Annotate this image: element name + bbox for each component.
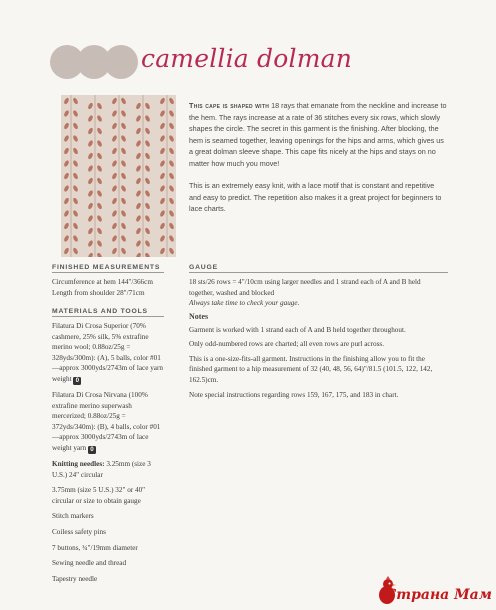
intro-lead: This cape is shaped with [189,101,270,110]
yarn-b: Filatura Di Crosa Nirvana (100% extrafine merino superwash mercerized; 0.88oz/25g = 372yds/340m): (B), 4 balls, color #01—approx 3000yds/2743m of lace weight yarn 0 [52,390,161,453]
tool-item: Tapestry needle [52,574,98,583]
note-line: Only odd-numbered rows are charted; all even rows are purl across. [189,340,384,349]
intro-paragraph-1 [189,100,447,170]
needles: Knitting needles: 3.25mm (size 3 U.S.) 24" circular [52,459,151,479]
yarn-a: Filatura Di Crosa Superior (70% cashmere, 25% silk, 5% extrafine merino wool; 0.88oz/25g = 328yds/300m): (A), 5 balls, color #01—approx 3000yds/2743m of lace yarn weight 0 [52,322,163,384]
note-line: Garment is worked with 1 strand each of A and B held together throughout. [189,325,406,334]
tool-item: Stitch markers [52,512,94,521]
lace-swatch-photo [61,95,176,257]
decorative-circles [50,45,140,79]
materials-heading: MATERIALS AND TOOLS [52,308,164,317]
notes-block [189,312,444,400]
lace-weight-icon: 0 [73,377,81,385]
finished-measurements-heading: FINISHED MEASUREMENTS [52,264,164,273]
measurement-line: Length from shoulder 28"/71cm [52,288,145,297]
tool-item: Coiless safety pins [52,527,106,536]
page-title: camellia dolman [141,44,353,73]
gauge-block [189,277,444,309]
lace-pattern-image [61,95,176,257]
intro-text-1: 18 rays that emanate from the neckline and increase to the hem. The rays increase at a rate of 36 stitches every six rows, which slowly shapes the circle. The secret in this garment is the finishing. After blocking, the hem is seamed together, leaving openings for the hips and arms, which gives us a great dolman sleeve shape. This cape fits nicely at the hips and stays on no matter how much you move! [189,101,447,168]
materials-list [52,321,164,584]
gauge-note: Always take time to check your gauge. [189,299,300,308]
circle-decoration [104,45,138,79]
watermark: Страна Мам [385,587,492,603]
note-line: Note special instructions regarding rows 159, 167, 175, and 183 in chart. [189,390,399,399]
notes-heading: Notes [189,312,209,321]
lace-weight-icon: 0 [88,446,96,454]
gauge-text: 18 sts/26 rows = 4"/10cm using larger needles and 1 strand each of A and B held together, washed and blocked [189,278,421,297]
intro-paragraph-2: This is an extremely easy knit, with a lace motif that is constant and repetitive and easy to predict. The repetition also makes it a great project for beginners to lace charts. [189,181,442,214]
tool-item: 7 buttons, ¾"/19mm diameter [52,543,138,552]
note-line: This is a one-size-fits-all garment. Instructions in the finishing allow you to fit the finished garment to a hip measurement of 32 (40, 48, 56, 64)"/81.5 (101.5, 122, 142, 162.5)cm. [189,354,433,384]
finished-measurements [52,277,182,298]
tool-item: Sewing needle and thread [52,559,127,568]
measurement-line: Circumference at hem 144"/366cm [52,278,153,286]
needles-2: 3.75mm (size 5 U.S.) 32" or 40" circular or size to obtain gauge [52,486,146,505]
gauge-heading: GAUGE [189,264,448,273]
